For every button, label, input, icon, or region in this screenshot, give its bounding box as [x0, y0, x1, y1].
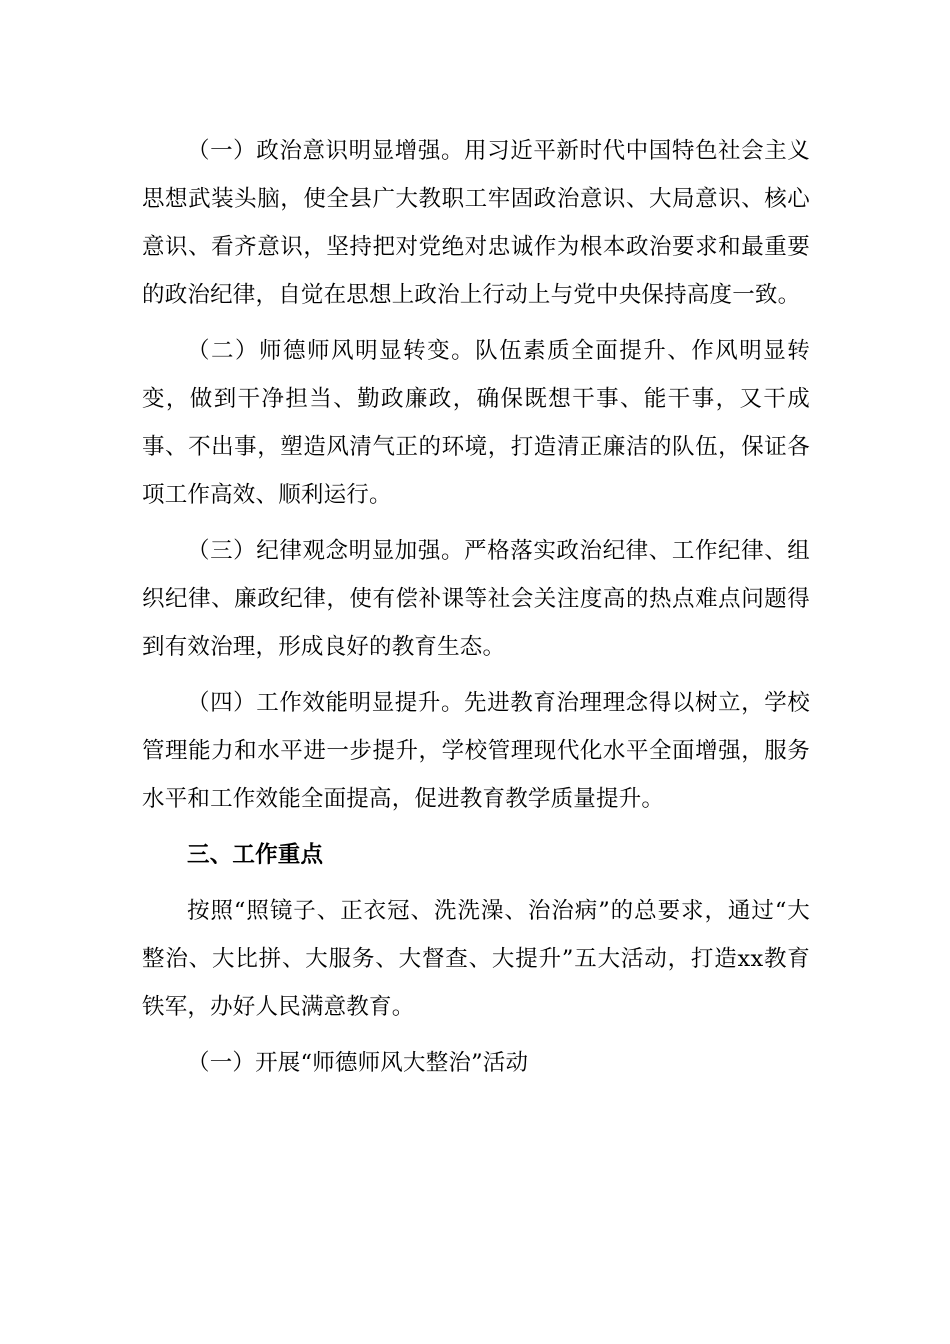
paragraph-discipline: （三）纪律观念明显加强。严格落实政治纪律、工作纪律、组织纪律、廉政纪律，使有偿补课等社会关注度高的热点难点问题得到有效治理，形成良好的教育生态。: [142, 538, 810, 660]
subheading-activity: （一）开展“师德师风大整治”活动: [187, 1050, 529, 1076]
paragraph-work-efficiency: （四）工作效能明显提升。先进教育治理理念得以树立，学校管理能力和水平进一步提升，学校管理现代化水平全面增强，服务水平和工作效能全面提高，促进教育教学质量提升。: [142, 690, 810, 812]
section-heading: 三、工作重点: [187, 842, 324, 868]
document-body: [142, 127, 810, 1087]
paragraph-political-awareness: （一）政治意识明显增强。用习近平新时代中国特色社会主义思想武装头脑，使全县广大教职工牢固政治意识、大局意识、核心意识、看齐意识，坚持把对党绝对忠诚作为根本政治要求和最重要的政治纪律，自觉在思想上政治上行动上与党中央保持高度一致。: [142, 138, 810, 308]
section-intro: 按照“照镜子、正衣冠、洗洗澡、治治病”的总要求，通过“大整治、大比拼、大服务、大督查、大提升”五大活动，打造xx教育铁军，办好人民满意教育。: [142, 898, 810, 1020]
paragraph-teacher-ethics: （二）师德师风明显转变。队伍素质全面提升、作风明显转变，做到干净担当、勤政廉政，确保既想干事、能干事，又干成事、不出事，塑造风清气正的环境，打造清正廉洁的队伍，保证各项工作高效、顺利运行。: [142, 338, 810, 508]
